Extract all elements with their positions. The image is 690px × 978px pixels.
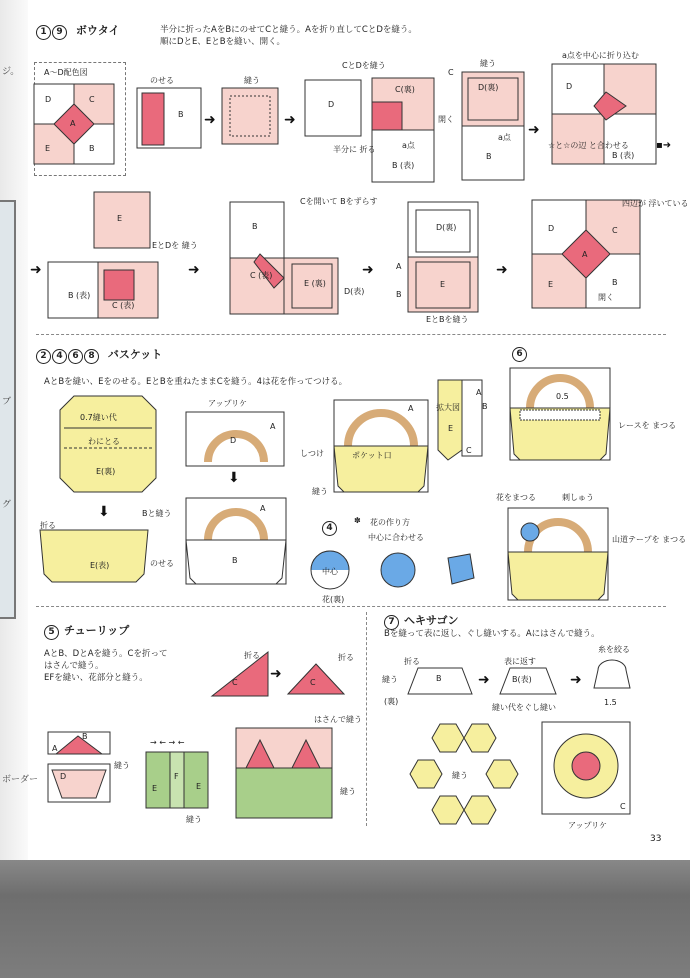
label-sew-EB: EとBを縫う <box>426 315 469 324</box>
label-point-a-1: a点 <box>402 141 415 150</box>
label-B-front-1: B (表) <box>392 161 415 170</box>
label-A-basket: A <box>270 422 276 431</box>
step1-diagram <box>137 88 201 148</box>
label-D-3: D <box>548 224 555 233</box>
label-A-2: A <box>396 262 402 271</box>
flower-back: 花(裏) <box>322 595 345 604</box>
label-open-C: Cを開いて Bをずらす <box>300 197 378 206</box>
sub8-flower-sew: 花をまつる <box>496 493 536 502</box>
sub6-num: 6 <box>512 346 528 362</box>
flower-align: 中心に合わせる <box>368 533 424 542</box>
label-point-a-2: a点 <box>498 133 511 142</box>
label-open-2: 開く <box>598 293 614 302</box>
step7-diagram <box>48 262 158 318</box>
label-fold-basket: 折る <box>40 521 56 530</box>
label-C-1: C <box>448 68 454 77</box>
layout-A: A <box>70 119 76 128</box>
tulip-title: 5 チューリップ <box>44 622 129 640</box>
label-sew-B: Bと縫う <box>142 509 172 518</box>
hex-applique-diagram <box>542 722 630 814</box>
arrow-4: ▪➜ <box>656 140 672 151</box>
label-gather: 縫い代をぐし縫い <box>492 703 556 712</box>
arrows-EF: → ← → ← <box>150 738 185 747</box>
tulip-final-diagram <box>236 728 332 818</box>
label-applique: アップリケ <box>208 399 247 408</box>
label-pocket: ポケット口 <box>352 451 392 460</box>
bowtie-title: 1 9 ボウタイ <box>36 22 120 40</box>
edge-text-mid2: グ <box>2 500 12 510</box>
label-B-tulip: B <box>82 732 88 741</box>
basket-instructions: AとBを縫い、Eをのせる。EとBを重ねたままCを縫う。4は花を作ってつける。 <box>44 377 348 387</box>
label-squeeze: 糸を絞る <box>598 645 630 654</box>
step2-diagram <box>222 88 278 144</box>
label-fold-tulip-1: 折る <box>244 651 260 660</box>
arrow-1: ➜ <box>204 112 216 128</box>
hex-title: 7 ヘキサゴン <box>384 612 459 630</box>
label-fold-hex: 折る <box>404 657 420 666</box>
label-sew-2: 縫う <box>480 59 496 68</box>
hex-yoyo-diagram <box>594 660 630 690</box>
sub6-dim: 0.5 <box>556 392 569 401</box>
label-E-2: E <box>440 280 446 289</box>
sub6-diagram <box>510 368 610 460</box>
arrow-tulip-1: ➜ <box>270 666 282 682</box>
scan-left-edge <box>0 0 28 860</box>
label-C-hex: C <box>620 802 626 811</box>
arrow-7: ➜ <box>362 262 374 278</box>
label-basting: しつけ <box>300 449 324 458</box>
label-D-2: D <box>566 82 573 91</box>
scan-bottom-edge <box>0 860 690 978</box>
label-E-back: E (裏) <box>304 279 326 288</box>
sub8-embroidery: 刺しゅう <box>562 493 594 502</box>
flower-title-icon: ✽ <box>354 516 361 525</box>
label-sew-hex-2: 縫う <box>452 771 468 780</box>
label-D-front: D(表) <box>344 287 365 296</box>
arrow-hex-1: ➜ <box>478 672 490 688</box>
sub8-diagram <box>508 508 608 600</box>
label-C-tulip-1: C <box>232 678 238 687</box>
label-dim-hex: 1.5 <box>604 698 617 707</box>
edge-text-mid3: ボーダー <box>2 775 39 785</box>
label-D-back-2: D(裏) <box>436 223 457 232</box>
label-applique-hex: アップリケ <box>568 821 607 830</box>
bowtie-instructions: 半分に折ったAをBにのせてCと縫う。Aを折り直してCとDを縫う。 順にDとE、EとBを縫い、開く。 <box>160 25 417 47</box>
layout-B: B <box>89 144 95 153</box>
label-match-edges: ☆と☆の辺 と合わせる <box>548 141 629 150</box>
step8-diagram <box>230 202 338 314</box>
label-E-3: E <box>548 280 554 289</box>
label-fold-tulip-2: 折る <box>338 653 354 662</box>
arrow-basket-2: ⬇ <box>228 470 240 486</box>
label-B-basket: B <box>232 556 238 565</box>
label-C-front-2: C (表) <box>250 271 273 280</box>
label-B-front-3: B (表) <box>68 291 91 300</box>
label-E2-tulip: E <box>196 782 202 791</box>
label-A-basket-2: A <box>260 504 266 513</box>
arrow-2: ➜ <box>284 112 296 128</box>
layout-C: C <box>89 95 95 104</box>
label-turn: 表に返す <box>504 657 536 666</box>
divider-1 <box>36 334 666 335</box>
label-B-2: B <box>486 152 492 161</box>
tulip-fold-2 <box>288 664 344 694</box>
label-sew-tulip: 縫う <box>114 761 130 770</box>
label-C-2: C <box>612 226 618 235</box>
label-place-basket: のせる <box>150 559 174 568</box>
arrow-8: ➜ <box>496 262 508 278</box>
sub8-tape: 山道テープを まつる <box>612 535 687 544</box>
left-page-frame <box>0 200 16 619</box>
arrow-5: ➜ <box>30 262 42 278</box>
label-E-back-basket: E(裏) <box>96 467 116 476</box>
layout-E: E <box>45 144 51 153</box>
label-sew-tulip-3: 縫う <box>340 787 356 796</box>
label-open-1: 開く <box>438 115 454 124</box>
hex-instructions: Bを縫って表に返し、ぐし縫いする。Aにはさんで縫う。 <box>384 629 600 639</box>
label-E-basket: E <box>448 424 454 433</box>
label-sew-tulip-2: 縫う <box>186 815 202 824</box>
label-point-a-center: a点を中心に折り込む <box>562 51 639 60</box>
label-fold-in: わにとる <box>88 437 120 446</box>
sub6-lace: レースを まつる <box>618 421 677 430</box>
flower-num: 4 <box>322 520 338 536</box>
label-place: のせる <box>150 76 174 85</box>
label-C-tulip-2: C <box>310 678 316 687</box>
label-D-tulip: D <box>60 772 67 781</box>
arrow-3: ➜ <box>528 122 540 138</box>
step9-diagram <box>408 202 478 312</box>
flower-title: 花の作り方 <box>370 518 410 527</box>
edge-text-mid1: ブ <box>2 397 12 407</box>
flower-center: 中心 <box>322 567 338 576</box>
label-B-front-hex: B(表) <box>512 675 532 684</box>
label-A-tulip: A <box>52 744 58 753</box>
label-F-tulip: F <box>174 772 179 781</box>
basket-title: 2 4 6 8 バスケット <box>36 346 162 364</box>
tulip-AB-diagram <box>48 732 110 802</box>
label-B-1: B <box>178 110 184 119</box>
basket-step3-diagram <box>186 498 286 584</box>
label-D-1: D <box>328 100 335 109</box>
label-C-basket: C <box>466 446 472 455</box>
layout-label: A～D配色図 <box>44 68 88 77</box>
label-D-basket: D <box>230 436 237 445</box>
label-E-front-basket: E(表) <box>90 561 110 570</box>
arrow-basket-1: ⬇ <box>98 504 110 520</box>
label-B-5: B <box>612 278 618 287</box>
label-B-front-2: B (表) <box>612 151 635 160</box>
label-sew-ED: EとDを 縫う <box>152 241 198 250</box>
label-E-tulip: E <box>152 784 158 793</box>
label-fold-half: 半分に 折る <box>333 145 376 154</box>
label-four-sides: 四辺が 浮いている <box>622 199 689 208</box>
label-pinch: はさんで縫う <box>314 715 362 724</box>
label-A-basket-4: A <box>476 388 482 397</box>
label-sew-CD: CとDを縫う <box>342 61 386 70</box>
page-number: 33 <box>650 834 662 844</box>
divider-vertical <box>366 612 367 826</box>
label-D-back: D(裏) <box>478 83 499 92</box>
label-A-basket-3: A <box>408 404 414 413</box>
label-B-basket-2: B <box>482 402 488 411</box>
label-B-4: B <box>396 290 402 299</box>
arrow-6: ➜ <box>188 262 200 278</box>
label-B-hex: B <box>436 674 442 683</box>
label-E-1: E <box>117 214 123 223</box>
label-B-3: B <box>252 222 258 231</box>
label-enlarge: 拡大図 <box>436 403 460 412</box>
tulip-instructions: AとB、DとAを縫う。Cを折って はさんで縫う。 EFを縫い、花部分と縫う。 <box>44 649 168 683</box>
label-A-3: A <box>582 250 588 259</box>
label-allowance: 0.7縫い代 <box>80 413 117 422</box>
layout-D: D <box>45 95 52 104</box>
divider-2 <box>36 606 666 607</box>
edge-text-top: ジ。 <box>2 67 20 77</box>
basket-step4-diagram <box>334 400 428 492</box>
label-sew-1: 縫う <box>244 76 260 85</box>
label-sew-basket: 縫う <box>312 487 328 496</box>
label-C-front: C (表) <box>112 301 135 310</box>
label-C-back-1: C(裏) <box>395 85 415 94</box>
label-sew-hex: 縫う <box>382 675 398 684</box>
arrow-hex-2: ➜ <box>570 672 582 688</box>
basket-step2-diagram <box>40 530 148 582</box>
label-back-hex: (裏) <box>384 697 399 706</box>
